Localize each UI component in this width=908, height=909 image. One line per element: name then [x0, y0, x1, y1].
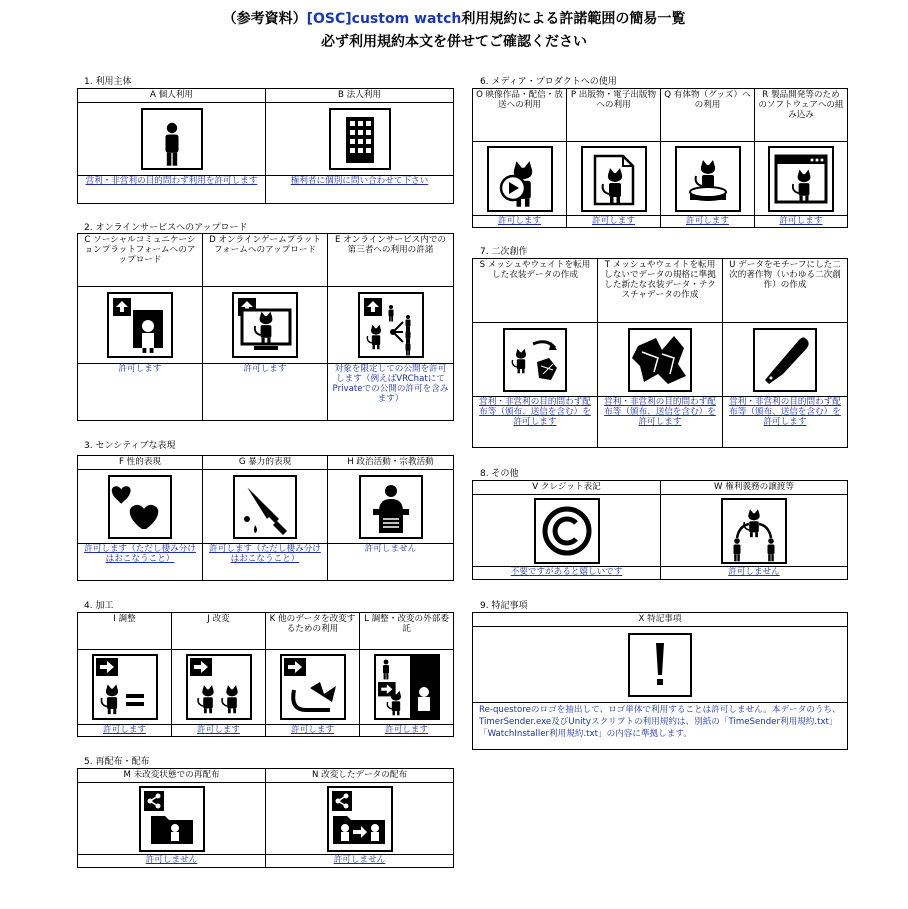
- hearts-icon: [78, 470, 202, 544]
- cell-d: [203, 234, 328, 420]
- section-7-title: 7. 二次創作: [480, 247, 528, 257]
- cell-w-header: W 権利義務の譲渡等: [661, 481, 847, 495]
- redistribute-icon: [78, 783, 265, 855]
- cell-c: [78, 234, 203, 420]
- social-upload-icon: [78, 287, 202, 364]
- distribute-modified-icon: [266, 783, 453, 855]
- share-third-party-icon: [328, 287, 453, 364]
- section-3-title: 3. センシティブな表現: [84, 441, 176, 451]
- cell-x: [473, 613, 847, 749]
- cell-n-status: 許可しません: [333, 855, 386, 865]
- cell-h-header: H 政治活動・宗教活動: [328, 456, 453, 470]
- cell-r-header: R 製品開発等のためのソフトウェアへの組み込み: [755, 89, 847, 142]
- cell-o-status: 許可します: [498, 216, 541, 226]
- section-9-title: 9. 特記事項: [480, 601, 528, 611]
- cell-j: [172, 613, 266, 736]
- section-1-table: [77, 88, 454, 204]
- transfer-rights-icon: [661, 495, 847, 567]
- cell-w: [661, 481, 847, 579]
- cell-v: [473, 481, 661, 579]
- cell-o-header: O 映像作品・配信・放送への利用: [473, 89, 566, 142]
- cell-x-note: Re-questoreのロゴを抽出して、ロゴ単体で利用することは許可しません。本データのうち、TimerSender.exe及びUnityスクリプトの利用規約は、別紙の「TimeSender利用規約.txt」「WatchInstaller利用規約.txt」の内容に準拠します。: [479, 705, 841, 739]
- cell-t-status: 営利・非営利の目的問わず配布等（頒布、送信を含む）を許可します: [604, 397, 716, 427]
- cell-i-header: I 調整: [78, 613, 171, 650]
- cell-t: [598, 259, 723, 447]
- podium-speaker-icon: [328, 470, 453, 544]
- cell-j-status: 許可します: [197, 725, 240, 735]
- section-1-title: 1. 利用主体: [84, 77, 132, 87]
- section-2-table: [77, 233, 454, 421]
- page-title: [0, 8, 908, 28]
- cell-n-header: N 改変したデータの配布: [266, 769, 453, 783]
- cell-r-status: 許可します: [779, 216, 823, 226]
- section-2-title: 2. オンラインサービスへのアップロード: [84, 223, 248, 233]
- cell-b-header: B 法人利用: [266, 89, 453, 103]
- cell-u-status: 営利・非営利の目的問わず配布等（頒布、送信を含む）を許可します: [729, 397, 841, 427]
- video-play-icon: [473, 142, 566, 216]
- adjust-icon: [78, 650, 171, 725]
- cell-m: [78, 769, 266, 867]
- cell-l-status: 許可します: [385, 725, 428, 735]
- new-costume-icon: [598, 323, 722, 397]
- section-8-table: [472, 480, 848, 580]
- cell-h: [328, 456, 453, 580]
- knife-icon: [203, 470, 327, 544]
- title-suffix: 利用規約による許諾範囲の簡易一覧: [461, 11, 686, 27]
- cell-n: [266, 769, 453, 867]
- cell-g-status: 許可します（ただし棲み分けはおこなうこと）: [209, 544, 321, 564]
- page-subtitle: 必ず利用規約本文を併せてご確認ください: [321, 34, 587, 50]
- cell-i: [78, 613, 172, 736]
- cell-c-header: C ソーシャルコミュニケーションプラットフォームへのアップロード: [78, 234, 202, 287]
- cell-k: [266, 613, 360, 736]
- use-for-modify-icon: [266, 650, 359, 725]
- software-window-icon: [755, 142, 847, 216]
- section-6-title: 6. メディア・プロダクトへの使用: [480, 77, 617, 87]
- cell-m-status: 許可しません: [145, 855, 198, 865]
- person-icon: [78, 103, 265, 176]
- cell-a-header: A 個人利用: [78, 89, 265, 103]
- cell-k-status: 許可します: [291, 725, 334, 735]
- cell-v-header: V クレジット表記: [473, 481, 660, 495]
- cell-d-status: 許可します: [243, 364, 287, 374]
- cell-q: [661, 89, 755, 227]
- game-upload-icon: [203, 287, 327, 364]
- cell-s-header: S メッシュやウェイトを転用した衣装データの作成: [473, 259, 597, 323]
- office-building-icon: [266, 103, 453, 176]
- section-3-table: [77, 455, 454, 581]
- cell-e-status: 対象を限定しての公開を許可します（例えばVRChatにてPrivateでの公開の許可を含みます）: [332, 364, 449, 404]
- cell-e: [328, 234, 453, 420]
- cell-p: [567, 89, 661, 227]
- cell-q-header: Q 有体物（グッズ）への利用: [661, 89, 754, 142]
- cell-s: [473, 259, 598, 447]
- cell-s-status: 営利・非営利の目的問わず配布等（頒布、送信を含む）を許可します: [479, 397, 591, 427]
- pen-nib-icon: [723, 323, 847, 397]
- cell-p-status: 許可します: [592, 216, 635, 226]
- cell-q-status: 許可します: [686, 216, 729, 226]
- section-9-table: [472, 612, 848, 750]
- section-8-title: 8. その他: [480, 469, 519, 479]
- cell-u: [723, 259, 847, 447]
- exclamation-icon: [473, 627, 847, 703]
- cell-p-header: P 出版物・電子出版物への利用: [567, 89, 660, 142]
- cell-u-header: U データをモチーフにした二次的著作物（いわゆる二次創作）の作成: [723, 259, 847, 323]
- cell-t-header: T メッシュやウェイトを転用しないでデータの規格に準拠した新たな衣装データ・テクスチャデータの作成: [598, 259, 722, 323]
- modify-icon: [172, 650, 265, 725]
- mesh-transfer-icon: [473, 323, 597, 397]
- publication-icon: [567, 142, 660, 216]
- cell-a-status: 営利・非営利の目的問わず利用を許可します: [85, 176, 258, 186]
- cell-f-header: F 性的表現: [78, 456, 202, 470]
- title-prefix: （参考資料）: [222, 11, 307, 27]
- cell-h-status: 許可しません: [364, 544, 417, 554]
- cell-x-header: X 特記事項: [473, 613, 847, 627]
- figure-goods-icon: [661, 142, 754, 216]
- cell-g-header: G 暴力的表現: [203, 456, 327, 470]
- copyright-icon: [473, 495, 660, 567]
- section-4-table: [77, 612, 454, 737]
- cell-o: [473, 89, 567, 227]
- outsource-icon: [360, 650, 453, 725]
- section-5-table: [77, 768, 454, 868]
- section-7-table: [472, 258, 848, 448]
- cell-f: [78, 456, 203, 580]
- cell-l: [360, 613, 453, 736]
- title-product: [OSC]custom watch: [306, 11, 462, 27]
- cell-a: [78, 89, 266, 203]
- cell-w-status: 許可しません: [728, 567, 780, 577]
- cell-f-status: 許可します（ただし棲み分けはおこなうこと）: [84, 544, 196, 564]
- section-4-title: 4. 加工: [84, 601, 114, 611]
- cell-j-header: J 改変: [172, 613, 265, 650]
- cell-i-status: 許可します: [103, 725, 146, 735]
- cell-v-status: 不要ですがあると嬉しいです: [510, 567, 623, 577]
- cell-k-header: K 他のデータを改変するための利用: [266, 613, 359, 650]
- cell-b: [266, 89, 453, 203]
- cell-l-header: L 調整・改変の外部委託: [360, 613, 453, 650]
- cell-r: [755, 89, 847, 227]
- cell-d-header: D オンラインゲームプラットフォームへのアップロード: [203, 234, 327, 287]
- cell-g: [203, 456, 328, 580]
- section-5-title: 5. 再配布・配布: [84, 757, 150, 767]
- cell-m-header: M 未改変状態での再配布: [78, 769, 265, 783]
- cell-e-header: E オンラインサービス内での第三者への利用の許諾: [328, 234, 453, 287]
- cell-b-status: 権利者に個別に問い合わせて下さい: [290, 176, 429, 186]
- cell-c-status: 許可します: [118, 364, 162, 374]
- section-6-table: [472, 88, 848, 228]
